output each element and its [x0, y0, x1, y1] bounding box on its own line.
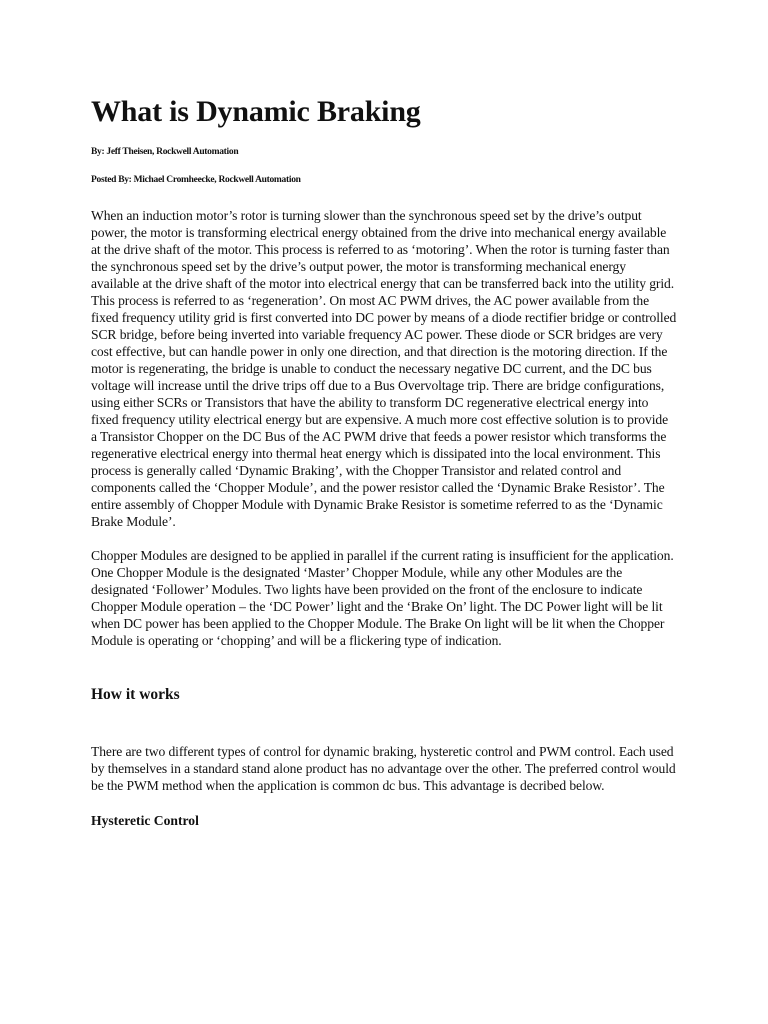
- intro-paragraph: When an induction motor’s rotor is turning slower than the synchronous speed set by the drive’s output power, the motor is transforming electrical energy obtained from the drive into mechanical energy available at the drive shaft of the motor. This process is referred to as ‘motoring’. When the rotor is turning faster than the synchronous speed set by the drive’s output power, the motor is transforming mechanical energy available at the drive shaft of the motor into electrical energy that can be transferred back into the utility grid. This process is referred to as ‘regeneration’. On most AC PWM drives, the AC power available from the fixed frequency utility grid is first converted into DC power by means of a diode rectifier bridge or controlled SCR bridge, before being inverted into variable frequency AC power. These diode or SCR bridges are very cost effective, but can handle power in only one direction, and that direction is the motoring direction. If the motor is regenerating, the bridge is unable to conduct the necessary negative DC current, and the DC bus voltage will increase until the drive trips off due to a Bus Overvoltage trip. There are bridge configurations, using either SCRs or Transistors that have the ability to transform DC regenerative electrical energy into fixed frequency utility electrical energy but are expensive. A much more cost effective solution is to provide a Transistor Chopper on the DC Bus of the AC PWM drive that feeds a power resistor which transforms the regenerative electrical energy into thermal heat energy which is dissipated into the local environment. This process is generally called ‘Dynamic Braking’, with the Chopper Transistor and related control and components called the ‘Chopper Module’, and the power resistor called the ‘Dynamic Brake Resistor’. The entire assembly of Chopper Module with Dynamic Brake Resistor is sometime referred to as the ‘Dynamic Brake Module’.: [91, 208, 677, 529]
- author-byline: By: Jeff Theisen, Rockwell Automation: [91, 147, 239, 157]
- page-title: What is Dynamic Braking: [91, 95, 421, 128]
- chopper-modules-paragraph: Chopper Modules are designed to be applied in parallel if the current rating is insufficient for the application. One Chopper Module is the designated ‘Master’ Chopper Module, while any other Modules are the designated ‘Follower’ Modules. Two lights have been provided on the front of the enclosure to indicate Chopper Module operation – the ‘DC Power’ light and the ‘Brake On’ light. The DC Power light will be lit when DC power has been applied to the Chopper Module. The Brake On light will be lit when the Chopper Module is operating or ‘chopping’ and will be a flickering type of indication.: [91, 548, 674, 648]
- hysteretic-control-heading: Hysteretic Control: [91, 813, 199, 828]
- document-page: [91, 94, 677, 829]
- control-types-paragraph: There are two different types of control for dynamic braking, hysteretic control and PWM control. Each used by themselves in a standard stand alone product has no advantage over the other. The preferred control would be the PWM method when the application is common dc bus. This advantage is decribed below.: [91, 744, 676, 793]
- poster-byline: Posted By: Michael Cromheecke, Rockwell Automation: [91, 175, 301, 185]
- how-it-works-heading: How it works: [91, 686, 180, 703]
